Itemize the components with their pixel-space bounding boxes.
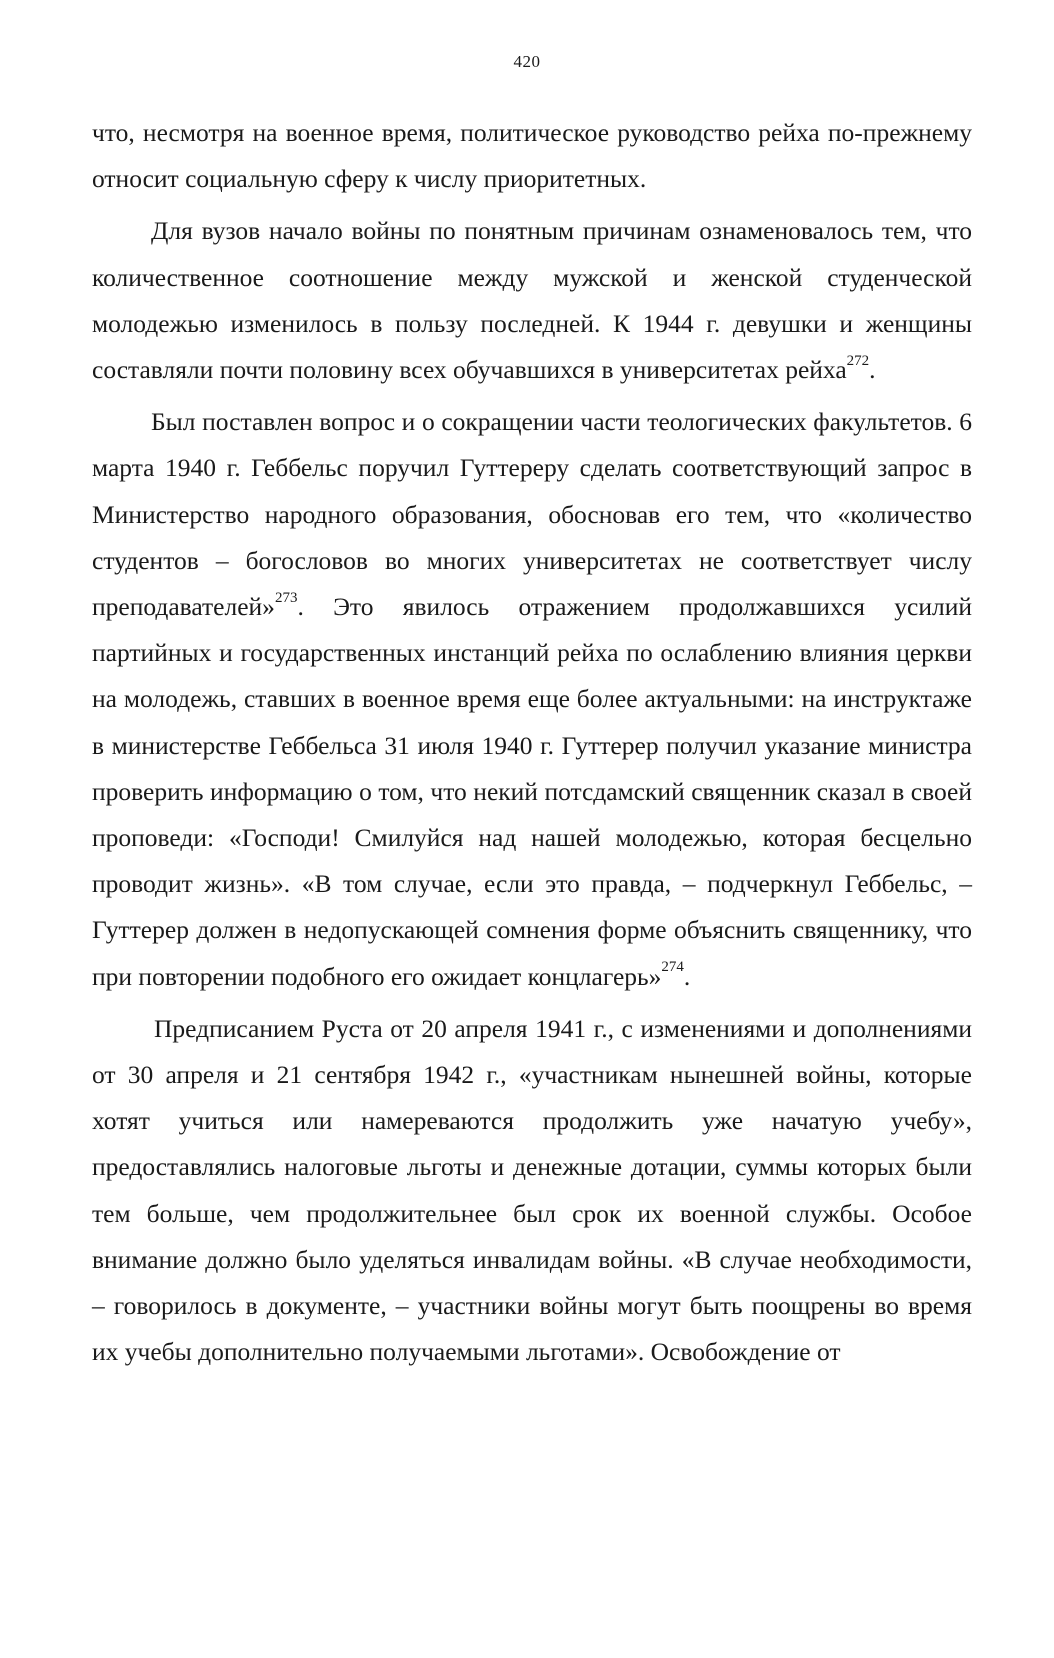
footnote-ref: 273 xyxy=(274,589,298,606)
paragraph-text: Для вузов начало войны по понятным причинам ознаменовалось тем, что количественное соотношение между мужской и женской студенческой молодежью изменилось в пользу последней. К 1944 г. девушки и женщины составляли почти половину всех обучавшихся в университетах рейха xyxy=(92,216,972,385)
footnote-ref: 274 xyxy=(661,959,684,976)
paragraph-text: что, несмотря на военное время, политическое руководство рейха по-прежнему относит социальную сферу к числу приоритетных. xyxy=(92,118,972,194)
paragraph-text: . Это явилось отражением продолжавшихся усилий партийных и государственных инстанций рейха по ослаблению влияния церкви на молодежь, ставших в военное время еще более актуальными: на инструктаже в министерстве Геббельса 31 июля 1940 г. Гуттерер получил указание министра проверить информацию о том, что некий потсдамский священник сказал в своей проповеди: «Господи! Смилуйся над нашей молодежью, которая бесцельно проводит жизнь». «В том случае, если это правда, – подчеркнул Геббельс, – Гуттерер должен в недопускающей сомнения форме объяснить священнику, что при повторении подобного его ожидает концлагерь» xyxy=(92,592,972,991)
paragraph-rust-decree xyxy=(92,1006,972,1376)
paragraph-text: Был поставлен вопрос и о сокращении части теологических факультетов. 6 марта 1940 г. Геббельс поручил Гуттереру сделать соответствующий запрос в Министерство народного образования, обосновав его тем, что «количество студентов – богословов во многих университетах не соответствует числу преподавателей» xyxy=(92,407,972,622)
paragraph-theology xyxy=(92,399,972,1000)
body-text xyxy=(92,110,972,1381)
paragraph-continuation xyxy=(92,110,972,202)
paragraph-universities xyxy=(92,208,972,393)
page-number: 420 xyxy=(513,52,541,71)
paragraph-tail: . xyxy=(869,355,876,385)
paragraph-text: Предписанием Руста от 20 апреля 1941 г., с изменениями и дополнениями от 30 апреля и 21 сентября 1942 г., «участникам нынешней войны, которые хотят учиться или намереваются продолжить уже начатую учебу», предоставлялись налоговые льготы и денежные дотации, суммы которых были тем больше, чем продолжительнее был срок их военной службы. Особое внимание должно было уделяться инвалидам войны. «В случае необходимости, – говорилось в документе, – участники войны могут быть поощрены во время их учебы дополнительно получаемыми льготами». Освобождение от xyxy=(92,1013,972,1367)
footnote-ref: 272 xyxy=(846,352,870,369)
paragraph-tail: . xyxy=(683,961,691,991)
